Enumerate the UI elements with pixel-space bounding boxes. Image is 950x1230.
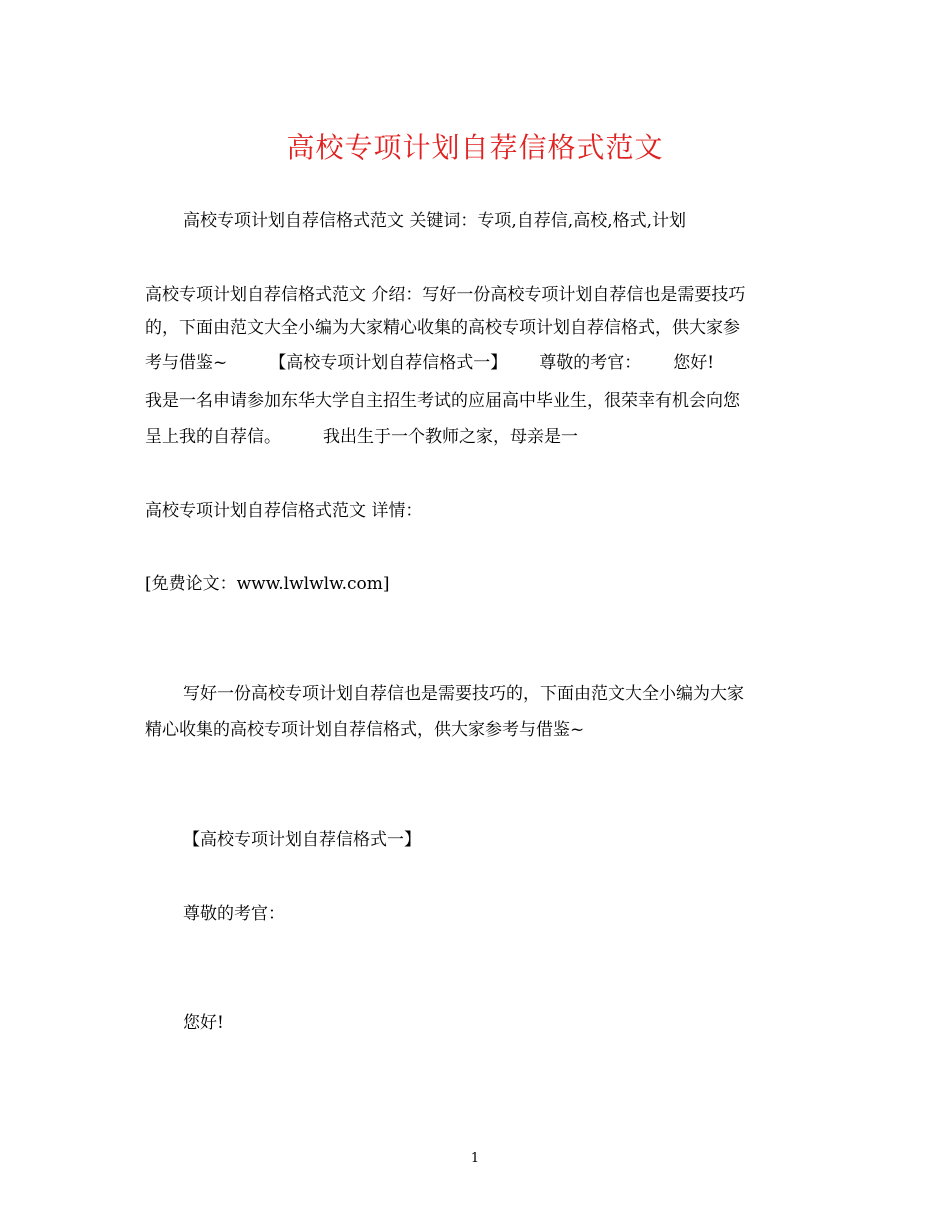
document-title: 高校专项计划自荐信格式范文 xyxy=(286,131,664,164)
intro-line-2: 的，下面由范文大全小编为大家精心收集的高校专项计划自荐信格式，供大家参 xyxy=(145,318,740,338)
intro-line-3-salutation: 尊敬的考官： xyxy=(539,353,642,373)
page-number: 1 xyxy=(470,1151,480,1166)
intro-line-3-part-a: 考与借鉴~ xyxy=(145,353,228,373)
intro-line-3-heading: 【高校专项计划自荐信格式一】 xyxy=(269,353,508,373)
body-paragraph-1-line-2: 精心收集的高校专项计划自荐信格式，供大家参考与借鉴~ xyxy=(145,720,585,740)
keywords-line: 高校专项计划自荐信格式范文 关键词：专项,自荐信,高校,格式,计划 xyxy=(183,211,687,231)
intro-line-5-part-b: 我出生于一个教师之家，母亲是一 xyxy=(323,427,578,447)
intro-line-3-greeting: 您好! xyxy=(673,353,715,373)
intro-line-5 xyxy=(145,425,578,449)
salutation: 尊敬的考官： xyxy=(183,904,285,924)
source-link[interactable]: [免费论文：www.lwlwlw.com] xyxy=(145,574,390,594)
greeting: 您好! xyxy=(183,1013,224,1033)
details-label: 高校专项计划自荐信格式范文 详情： xyxy=(145,501,423,521)
intro-line-4: 我是一名申请参加东华大学自主招生考试的应届高中毕业生，很荣幸有机会向您 xyxy=(145,391,740,411)
intro-line-1: 高校专项计划自荐信格式范文 介绍：写好一份高校专项计划自荐信也是需要技巧 xyxy=(145,285,746,305)
body-paragraph-1-line-1: 写好一份高校专项计划自荐信也是需要技巧的，下面由范文大全小编为大家 xyxy=(183,684,744,704)
intro-line-3 xyxy=(145,351,714,375)
intro-line-5-part-a: 呈上我的自荐信。 xyxy=(145,427,281,447)
section-heading: 【高校专项计划自荐信格式一】 xyxy=(183,830,421,850)
